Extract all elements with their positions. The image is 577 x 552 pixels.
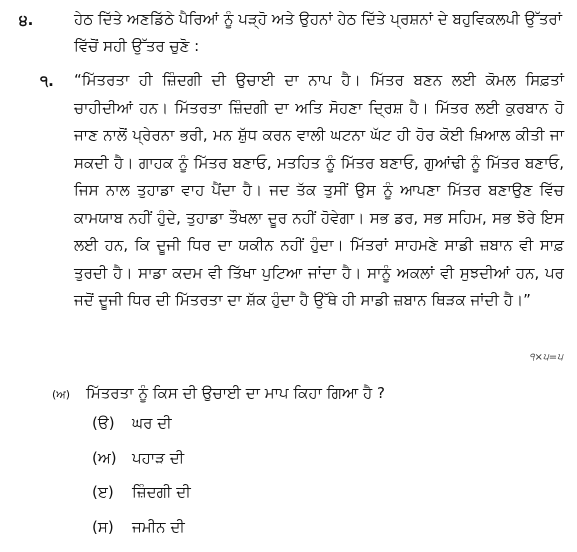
marks-label: ੧×੫=੫: [529, 352, 563, 363]
option-label: (ਅ): [92, 449, 132, 467]
option-label: (ੳ): [92, 414, 132, 432]
subquestion-text: ਮਿੱਤਰਤਾ ਨੂੰ ਕਿਸ ਦੀ ਉਚਾਈ ਦਾ ਮਾਪ ਕਿਹਾ ਗਿਆ ਹੈ ?: [86, 384, 385, 402]
passage-number: ੧.: [40, 72, 54, 90]
option-item: [92, 414, 191, 449]
option-text: ਪਹਾੜ ਦੀ: [132, 449, 184, 467]
option-item: [92, 518, 191, 552]
option-label: (ਸ): [92, 518, 132, 536]
question-instruction: ਹੇਠ ਦਿੱਤੇ ਅਣਡਿੱਠੇ ਪੈਰਿਆਂ ਨੂੰ ਪੜ੍ਹੋ ਅਤੇ ਉਹਨਾਂ ਹੇਠ ਦਿੱਤੇ ਪ੍ਰਸ਼ਨਾਂ ਦੇ ਬਹੁਵਿਕਲਪੀ ਉੱਤਰਾਂ ਵਿੱਚੋਂ ਸਹੀ ਉੱਤਰ ਚੁਣੋ :: [74, 6, 564, 60]
question-number: ੪.: [19, 11, 33, 29]
option-item: [92, 483, 191, 518]
option-label: (ੲ): [92, 483, 132, 501]
options-list: [92, 414, 191, 552]
option-item: [92, 449, 191, 484]
option-text: ਜ਼ਿੰਦਗੀ ਦੀ: [132, 483, 191, 501]
passage-text: “ਮਿੱਤਰਤਾ ਹੀ ਜ਼ਿੰਦਗੀ ਦੀ ਉਚਾਈ ਦਾ ਨਾਪ ਹੈ। ਮਿੱਤਰ ਬਣਨ ਲਈ ਕੋਮਲ ਸਿਫ਼ਤਾਂ ਚਾਹੀਦੀਆਂ ਹਨ। ਮਿੱਤਰਤਾ ਜ਼ਿੰਦਗੀ ਦਾ ਅਤਿ ਸੋਹਣਾ ਦ੍ਰਿਸ਼ ਹੈ। ਮਿੱਤਰ ਲਈ ਕੁਰਬਾਨ ਹੋ ਜਾਣ ਨਾਲੋਂ ਪ੍ਰੇਰਨਾ ਭਰੀ, ਮਨ ਸ਼ੁੱਧ ਕਰਨ ਵਾਲੀ ਘਟਨਾ ਘੱਟ ਹੀ ਹੋਰ ਕੋਈ ਖ਼ਿਆਲ ਕੀਤੀ ਜਾ ਸਕਦੀ ਹੈ। ਗਾਹਕ ਨੂੰ ਮਿੱਤਰ ਬਣਾਓ, ਮਤਹਿਤ ਨੂੰ ਮਿੱਤਰ ਬਣਾਓ, ਗੁਆਂਢੀ ਨੂੰ ਮਿੱਤਰ ਬਣਾਓ, ਜਿਸ ਨਾਲ ਤੁਹਾਡਾ ਵਾਹ ਪੈਂਦਾ ਹੈ। ਜਦ ਤੱਕ ਤੁਸੀਂ ਉਸ ਨੂੰ ਆਪਣਾ ਮਿੱਤਰ ਬਣਾਉਣ ਵਿੱਚ ਕਾਮਯਾਬ ਨਹੀਂ ਹੁੰਦੇ, ਤੁਹਾਡਾ ਤੌਖਲਾ ਦੂਰ ਨਹੀਂ ਹੋਵੇਗਾ। ਸਭ ਡਰ, ਸਭ ਸਹਿਮ, ਸਭ ਝੋਰੇ ਇਸ ਲਈ ਹਨ, ਕਿ ਦੂਜੀ ਧਿਰ ਦਾ ਯਕੀਨ ਨਹੀਂ ਹੁੰਦਾ। ਮਿੱਤਰਾਂ ਸਾਹਮਣੇ ਸਾਡੀ ਜ਼ਬਾਨ ਵੀ ਸਾਫ਼ ਤੁਰਦੀ ਹੈ। ਸਾਡਾ ਕਦਮ ਵੀ ਤਿੱਖਾ ਪੁਟਿਆ ਜਾਂਦਾ ਹੈ। ਸਾਨੂੰ ਅਕਲਾਂ ਵੀ ਸੁਝਦੀਆਂ ਹਨ, ਪਰ ਜਦੋਂ ਦੂਜੀ ਧਿਰ ਦੀ ਮਿੱਤਰਤਾ ਦਾ ਸ਼ੱਕ ਹੁੰਦਾ ਹੈ ਉੱਥੇ ਹੀ ਸਾਡੀ ਜ਼ਬਾਨ ਥਿੜਕ ਜਾਂਦੀ ਹੈ।”: [74, 67, 564, 315]
option-text: ਘਰ ਦੀ: [132, 414, 172, 432]
subquestion-label: (ਅ): [52, 388, 70, 402]
option-text: ਜਮੀਨ ਦੀ: [132, 518, 185, 536]
